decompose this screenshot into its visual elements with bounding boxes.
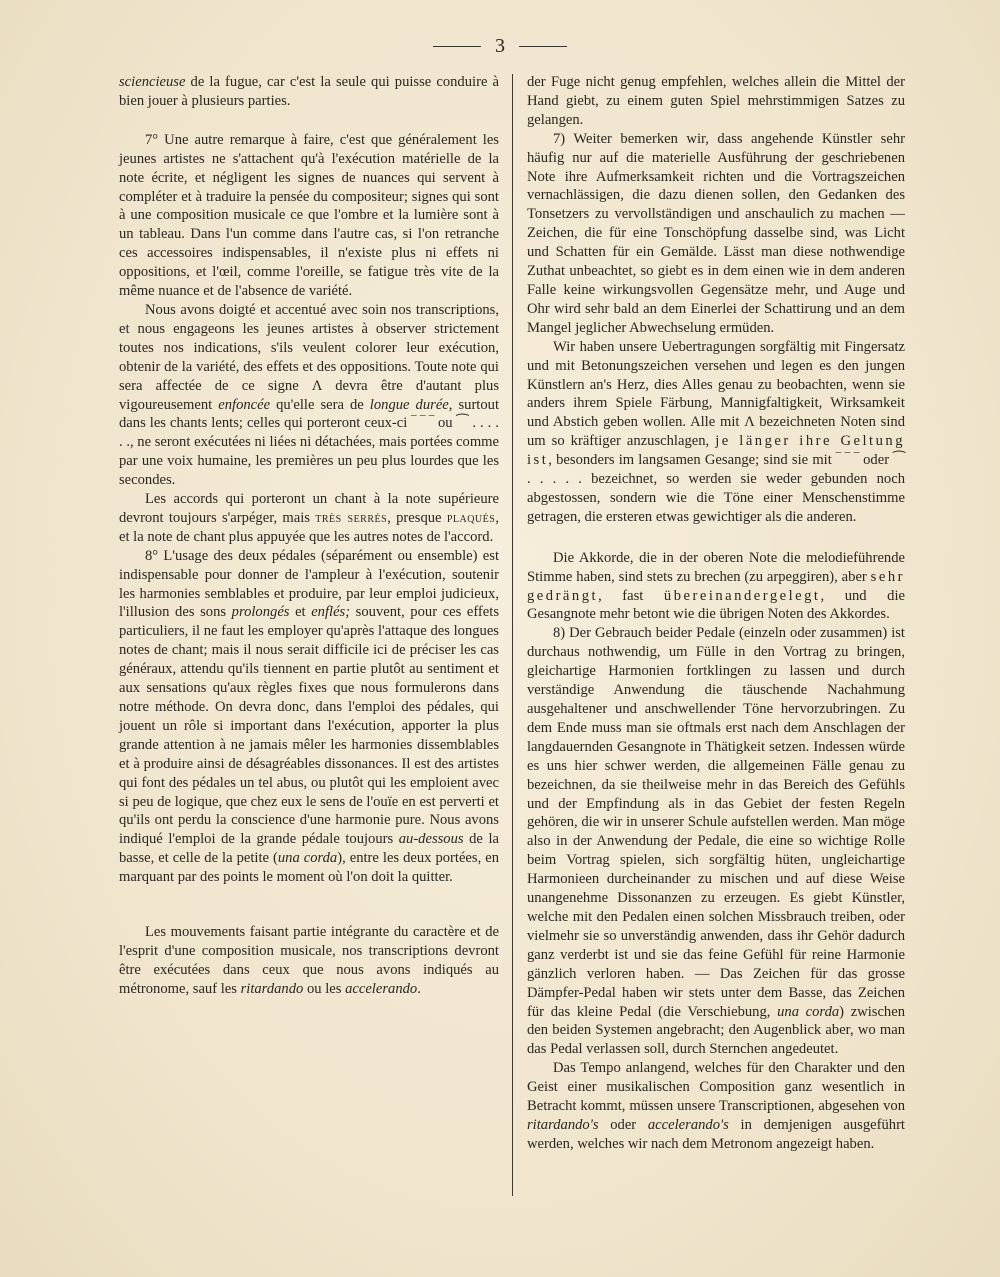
italic-text: sciencieuse <box>119 74 186 90</box>
italic-text: ritardando <box>240 980 304 997</box>
text: , und die Gesangnote mehr betont wie die übrigen Noten des Akkordes. <box>527 587 905 623</box>
italic-text: enflés; <box>311 604 351 621</box>
page-number: 3 <box>495 34 505 57</box>
german-paragraph-5 <box>527 624 905 1059</box>
french-column <box>119 73 499 999</box>
french-paragraph-6 <box>119 923 499 999</box>
spaced-text: je länger ihre Geltung ist <box>527 433 905 469</box>
french-paragraph-4 <box>119 490 499 547</box>
italic-text: accelerando <box>345 980 418 997</box>
italic-text: una corda <box>277 850 338 867</box>
italic-text: accelerando's <box>647 1116 729 1133</box>
text: Die Akkorde, die in der oberen Note die melodieführende Stimme haben, sind stets zu brechen (zu arpeggiren), aber <box>527 549 905 585</box>
column-divider <box>512 74 513 1196</box>
german-paragraph-2: 7) Weiter bemerken wir, dass angehende Künstler sehr häufig nur auf die materielle Ausführung der geschriebenen Note ihre Aufmerksamkeit richten und die Vortragszeichen vernachlässigen, die dazu dienen sollen, den Gedanken des Tonsetzers zu vervollständigen und anschaulich zu machen — Zeichen, die für eine Tonschöpfung dasselbe sind, was Licht und Schatten für ein Gemälde. Lässt man diese nothwendige Zuthat unbeachtet, so giebt es in dem einen wie in dem anderen Falle keine wirkungsvollen Gegensätze mehr, und Auge und Ohr wird sehr bald an dem Einerlei der Schattirung und an dem Mangel jeglicher Abwechselung ermüden. <box>527 130 905 336</box>
text: , et la note de chant plus appuyée que les autres notes de l'accord. <box>119 509 499 545</box>
spaced-text: übereinandergelegt <box>663 587 821 604</box>
text: Les mouvements faisant partie intégrante du caractère et de l'esprit d'une composition musicale, nos transcriptions devront être exécutées dans ceux que nous avons indiqués au métronome, sauf les <box>119 924 499 997</box>
spaced-text: sehr gedrängt <box>527 568 905 604</box>
text: , fast <box>598 587 664 604</box>
text: Wir haben unsere Uebertragungen sorgfältig mit Fingersatz und mit Betonungszeichen versehen und legen es den jungen Künstlern an's Herz, dies Alles genau zu beobachten, wenn sie anders ihrem Spiele Färbung, Mannigfaltigkeit, Wirksamkeit und Abstich geben wollen. Alle mit Λ bezeichneten Noten sind um so kräftiger anzuschlagen, <box>527 338 905 450</box>
italic-text: au-dessous <box>398 831 464 848</box>
text: . <box>417 980 421 997</box>
text: Nous avons doigté et accentué avec soin nos transcriptions, et nous engageons les jeunes artistes à observer strictement toutes nos indications, s'ils veulent colorer leur exécution, obtenir de la variété, des effets et des oppositions. Toute note qui sera affectée de ce signe Λ devra être d'autant plus vigoureusement <box>119 301 499 413</box>
text: Das Tempo anlangend, welches für den Charakter und den Geist einer musikalischen Composition ganz wesentlich in Betracht kommt, müssen unsere Transcriptionen, abgesehen von <box>527 1060 905 1115</box>
text: ou les <box>303 980 346 997</box>
text: surtout dans les chants lents; celles qui porteront ceux-ci ‾ ‾ ‾ ou ⁀ . . . . . ., ne seront exécutées ni liées ni détachées, mais portées comme par une voix humaine, les premières un peu plus lourdes que les secondes. <box>119 396 500 489</box>
german-column <box>527 73 905 1154</box>
french-paragraph-3 <box>119 301 499 490</box>
text: in demjenigen ausgeführt werden, welches wir nach dem Metronom angezeigt haben. <box>527 1116 905 1152</box>
text: 8) Der Gebrauch beider Pedale (einzeln oder zusammen) ist durchaus nothwendig, um Fülle in den Vortrag zu bringen, gleichartige Harmonien fortklingen zu lassen und durch verständige Anwendung die täuschende Nachahmung ausgehaltener und anschwellender Töne hervorzubringen. Zu dem Ende muss man sie oftmals erst nach dem Anschlagen der langdauernden Gesangnote in Thätigkeit setzen. Indessen würde es uns hier schwer werden, die allgemeinen Fälle genau zu bezeichnen, da sie theilweise mehr in das Bereich des Gefühls und der Empfindung als in das Gebiet der festen Regeln gehören, die wir in unserer Schule aufstellen werden. Man möge also in der Anwendung der Pedale, die eine so wichtige Rolle beim Vortrag spielen, sich sorgfältig hüten, ungleichartige Harmonieen durcheinander zu mischen und auf diese Weise unangenehme Dissonanzen zu erzeugen. Es giebt Künstler, welche mit den Pedalen einen solchen Missbrauch treiben, oder vielmehr sie so unverständig anwenden, dass ihr Gehör dadurch ganz verderbt ist und sie das feine Gefühl für reine Harmonie gänzlich verloren haben. — Das Zeichen für das grosse Dämpfer-Pedal haben wir stets unter dem Basse, das Zeichen für das kleine Pedal (die Verschiebung, <box>527 625 905 1020</box>
small-caps-text: très serrés <box>315 509 388 526</box>
text: et <box>289 604 312 621</box>
text: souvent, pour ces effets particuliers, il ne faut les employer qu'après l'attaque des longues notes de chant; mais il nous serait difficile ici de préciser les cas généraux, attendu qu'ils tiennent en partie plutôt au sentiment et aux sensations qu'aux règles fixes que nous formulerons dans notre méthode. On devra donc, dans l'emploi des pédales, qui jouent un rôle si important dans l'exécution, apporter la plus grande attention à ne jamais mêler les harmonies dissemblables et à produire ainsi de désagréables dissonances. Il est des artistes qui font des pédales un tel abus, ou plutôt qui les emploient avec si peu de logique, que chez eux le sens de l'ouïe en est perverti et qu'ils ont perdu la conscience d'une harmonie pure. Nous avons indiqué l'emploi de la grande pédale toujours <box>119 604 500 848</box>
french-paragraph-1 <box>119 73 499 111</box>
italic-text: longue durée, <box>369 396 453 413</box>
italic-text: una corda <box>777 1003 840 1020</box>
italic-text: enfoncée <box>218 396 271 413</box>
german-paragraph-3 <box>527 338 905 527</box>
french-paragraph-2: 7° Une autre remarque à faire, c'est que généralement les jeunes artistes ne s'attachent qu'à l'exécution matérielle de la note écrite, et négligent les signes de nuances qui servent à compléter et à traduire la pensée du compositeur; signes qui sont à une composition musicale ce que l'ombre et la lumière sont à un tableau. Dans l'un comme dans l'autre cas, si l'on retranche ces accessoires indispensables, il n'existe plus ni effets ni oppositions, et l'œil, comme l'oreille, se fatigue très vite de la même nuance et de l'absence de variété. <box>119 131 499 300</box>
text: de la fugue, car c'est la seule qui puisse conduire à bien jouer à plusieurs parties. <box>119 74 499 109</box>
header-rule-left <box>433 46 481 47</box>
german-paragraph-6 <box>527 1059 905 1154</box>
text: , presque <box>387 509 447 526</box>
french-paragraph-5 <box>119 547 499 887</box>
italic-text: ritardando's <box>527 1116 599 1133</box>
text: , besonders im langsamen Gesange; sind sie mit ‾ ‾ ‾ oder ⁀ . . . . . bezeichnet, so werden sie weder gebunden noch abgestossen, sondern wie die Töne einer Menschenstimme getragen, die ersteren etwas gewichtiger als die anderen. <box>527 452 905 525</box>
text: de la basse, et celle de la petite ( <box>119 831 499 867</box>
text: qu'elle sera de <box>270 396 370 413</box>
page-header <box>0 34 1000 58</box>
text: ), entre les deux portées, en marquant par des points le moment où l'on doit la quitter. <box>119 850 499 886</box>
italic-text: prolongés <box>231 604 290 621</box>
text: 8° L'usage des deux pédales (séparément ou ensemble) est indispensable pour donner de l'ampleur à l'exécution, soutenir les harmonies semblables et produire, par leur emploi judicieux, l'illusion des sons <box>119 547 499 621</box>
text: Les accords qui porteront un chant à la note supérieure devront toujours s'arpéger, mais <box>119 491 499 526</box>
header-rule-right <box>519 46 567 47</box>
text: oder <box>598 1116 648 1133</box>
text: ) zwischen den beiden Systemen angebracht; den Augenblick aber, wo man das Pedal verlassen soll, durch Sternchen angedeutet. <box>527 1003 906 1058</box>
german-paragraph-4 <box>527 549 905 625</box>
small-caps-text: plaqués <box>446 509 496 526</box>
german-paragraph-1: der Fuge nicht genug empfehlen, welches allein die Mittel der Hand giebt, zu einem guten Spiel mehrstimmigen Satzes zu gelangen. <box>527 74 905 128</box>
